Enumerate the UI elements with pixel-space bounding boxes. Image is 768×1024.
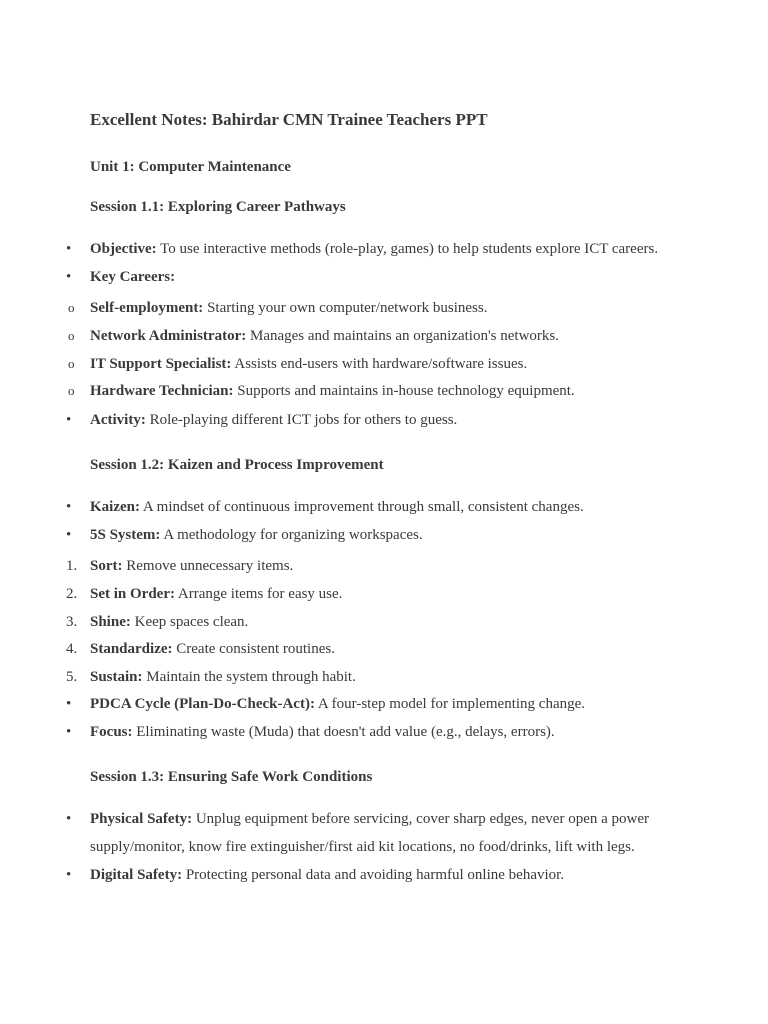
item-term: Shine:	[90, 614, 131, 630]
circle-marker: o	[68, 300, 75, 315]
bullet-marker: •	[66, 269, 72, 285]
session-1-3-heading: Session 1.3: Ensuring Safe Work Conditions	[90, 769, 373, 785]
bullet-marker: •	[66, 241, 72, 257]
item-term: Physical Safety:	[90, 811, 193, 827]
number-marker: 1.	[66, 558, 78, 574]
item-text: Remove unnecessary items.	[122, 558, 294, 574]
number-marker: 5.	[66, 669, 78, 685]
circle-marker: o	[68, 328, 75, 343]
item-term: Kaizen:	[90, 499, 140, 515]
item-text: Starting your own computer/network business.	[203, 300, 488, 316]
document-title: Excellent Notes: Bahirdar CMN Trainee Teachers PPT	[90, 110, 488, 129]
item-text: Unplug equipment before servicing, cover sharp edges, never open a power supply/monitor, know fire extinguisher/first aid kit locations, no food/drinks, lift with legs.	[90, 811, 649, 855]
list-item-kaizen	[66, 493, 690, 521]
list-item-digital-safety	[66, 861, 690, 889]
item-term: Sort:	[90, 558, 123, 574]
unit-heading: Unit 1: Computer Maintenance	[90, 159, 291, 175]
circle-marker: o	[68, 356, 75, 371]
list-item-key-careers	[66, 263, 690, 291]
list-item-objective	[66, 235, 690, 263]
item-term: IT Support Specialist:	[90, 356, 232, 372]
item-text: Protecting personal data and avoiding harmful online behavior.	[182, 867, 565, 883]
list-item-activity	[66, 406, 690, 434]
list-item-5s-step	[66, 635, 690, 663]
list-item-career	[68, 350, 690, 378]
list-item-pdca	[66, 690, 690, 718]
bullet-marker: •	[66, 527, 72, 543]
list-item-5s-step	[66, 552, 690, 580]
item-term: Self-employment:	[90, 300, 204, 316]
item-term: Focus:	[90, 724, 133, 740]
list-item-focus	[66, 718, 690, 746]
item-text: Manages and maintains an organization's networks.	[246, 328, 560, 344]
item-text: Supports and maintains in-house technology equipment.	[233, 383, 575, 399]
item-term: Sustain:	[90, 669, 143, 685]
item-text: Keep spaces clean.	[130, 614, 249, 630]
item-term: 5S System:	[90, 527, 161, 543]
number-marker: 2.	[66, 586, 78, 602]
item-text: Role-playing different ICT jobs for others to guess.	[145, 412, 458, 428]
list-item-5s-step	[66, 608, 690, 636]
circle-marker: o	[68, 383, 75, 398]
item-term: Objective:	[90, 241, 157, 257]
item-term: Key Careers:	[90, 269, 176, 285]
list-item-5s-system	[66, 521, 690, 549]
item-text: Eliminating waste (Muda) that doesn't add value (e.g., delays, errors).	[132, 724, 555, 740]
item-text: Maintain the system through habit.	[142, 669, 356, 685]
item-term: Activity:	[90, 412, 146, 428]
item-term: Digital Safety:	[90, 867, 183, 883]
list-item-career	[68, 377, 690, 405]
item-text: A methodology for organizing workspaces.	[160, 527, 423, 543]
bullet-marker: •	[66, 811, 72, 827]
list-item-career	[68, 322, 690, 350]
item-text: Arrange items for easy use.	[174, 586, 343, 602]
item-text: To use interactive methods (role-play, games) to help students explore ICT careers.	[156, 241, 659, 257]
session-1-2-heading: Session 1.2: Kaizen and Process Improvement	[90, 457, 384, 473]
item-term: Hardware Technician:	[90, 383, 234, 399]
item-term: PDCA Cycle (Plan-Do-Check-Act):	[90, 696, 315, 712]
number-marker: 4.	[66, 641, 78, 657]
bullet-marker: •	[66, 696, 72, 712]
list-item-5s-step	[66, 580, 690, 608]
item-term: Set in Order:	[90, 586, 175, 602]
item-text: Assists end-users with hardware/software issues.	[231, 356, 528, 372]
item-text: A four-step model for implementing change.	[314, 696, 586, 712]
bullet-marker: •	[66, 724, 72, 740]
item-text: A mindset of continuous improvement through small, consistent changes.	[140, 499, 584, 515]
bullet-marker: •	[66, 412, 72, 428]
bullet-marker: •	[66, 499, 72, 515]
item-term: Standardize:	[90, 641, 173, 657]
item-text: Create consistent routines.	[172, 641, 335, 657]
list-item-career	[68, 294, 690, 322]
item-term: Network Administrator:	[90, 328, 247, 344]
bullet-marker: •	[66, 867, 72, 883]
session-1-1-heading: Session 1.1: Exploring Career Pathways	[90, 199, 346, 215]
list-item-physical-safety	[66, 805, 670, 861]
number-marker: 3.	[66, 614, 78, 630]
list-item-5s-step	[66, 663, 690, 691]
